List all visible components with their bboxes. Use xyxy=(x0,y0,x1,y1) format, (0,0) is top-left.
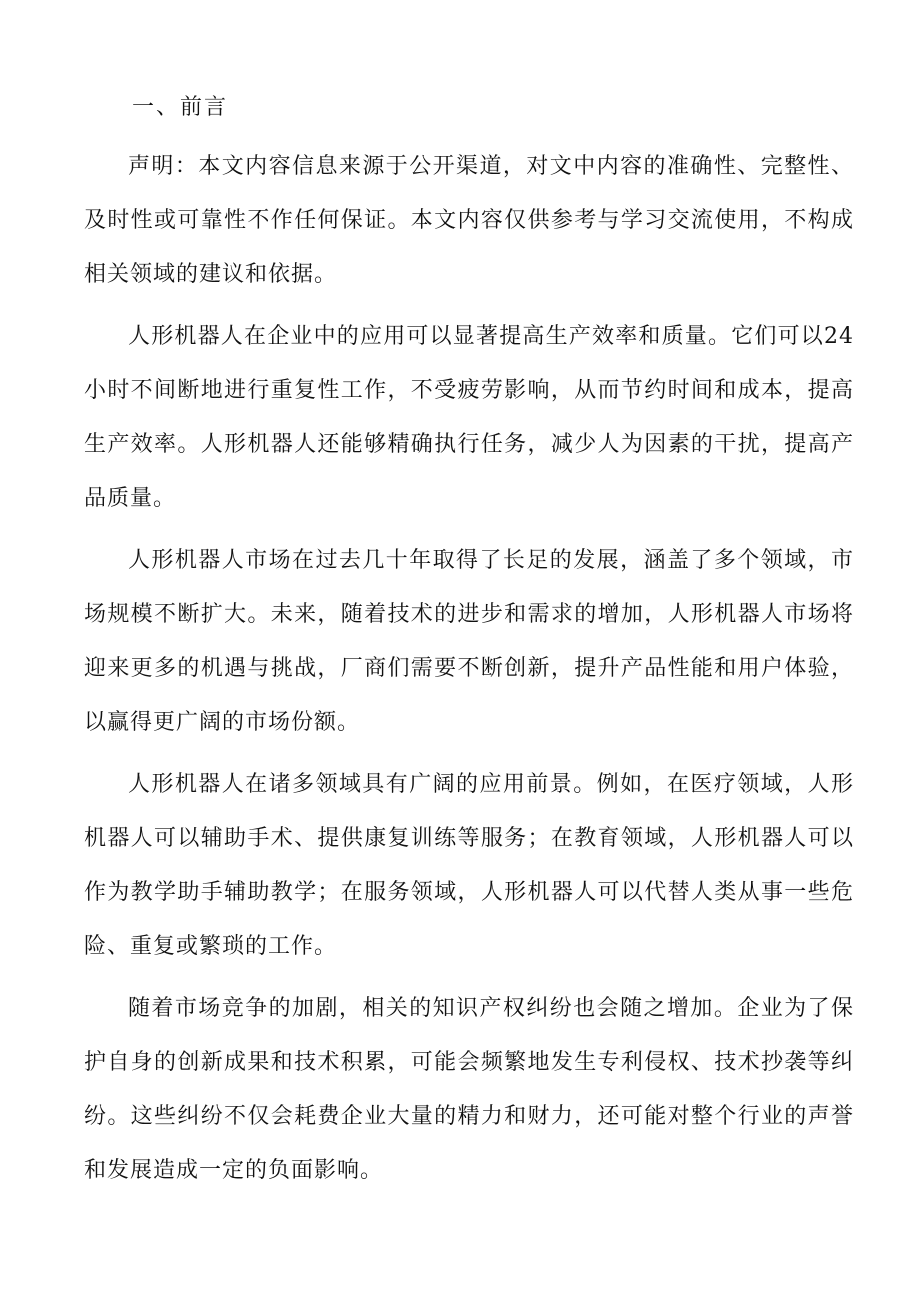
market-paragraph: 人形机器人市场在过去几十年取得了长足的发展，涵盖了多个领域，市场规模不断扩大。未来，随着技术的进步和需求的增加，人形机器人市场将迎来更多的机遇与挑战，厂商们需要不断创新，提升产品性能和用户体验，以赢得更广阔的市场份额。 xyxy=(84,548,854,735)
ip-disputes-paragraph: 随着市场竞争的加剧，相关的知识产权纠纷也会随之增加。企业为了保护自身的创新成果和技术积累，可能会频繁地发生专利侵权、技术抄袭等纠纷。这些纠纷不仅会耗费企业大量的精力和财力，还可能对整个行业的声誉和发展造成一定的负面影响。 xyxy=(84,996,854,1183)
document-body xyxy=(84,90,854,1198)
applications-paragraph: 人形机器人在诸多领域具有广阔的应用前景。例如，在医疗领域，人形机器人可以辅助手术、提供康复训练等服务；在教育领域，人形机器人可以作为教学助手辅助教学；在服务领域，人形机器人可以代替人类从事一些危险、重复或繁琐的工作。 xyxy=(84,772,854,959)
efficiency-paragraph: 人形机器人在企业中的应用可以显著提高生产效率和质量。它们可以24小时不间断地进行重复性工作，不受疲劳影响，从而节约时间和成本，提高生产效率。人形机器人还能够精确执行任务，减少人为因素的干扰，提高产品质量。 xyxy=(84,324,854,511)
disclaimer-paragraph: 声明：本文内容信息来源于公开渠道，对文中内容的准确性、完整性、及时性或可靠性不作任何保证。本文内容仅供参考与学习交流使用，不构成相关领域的建议和依据。 xyxy=(84,154,854,287)
section-heading: 一、前言 xyxy=(132,95,229,120)
